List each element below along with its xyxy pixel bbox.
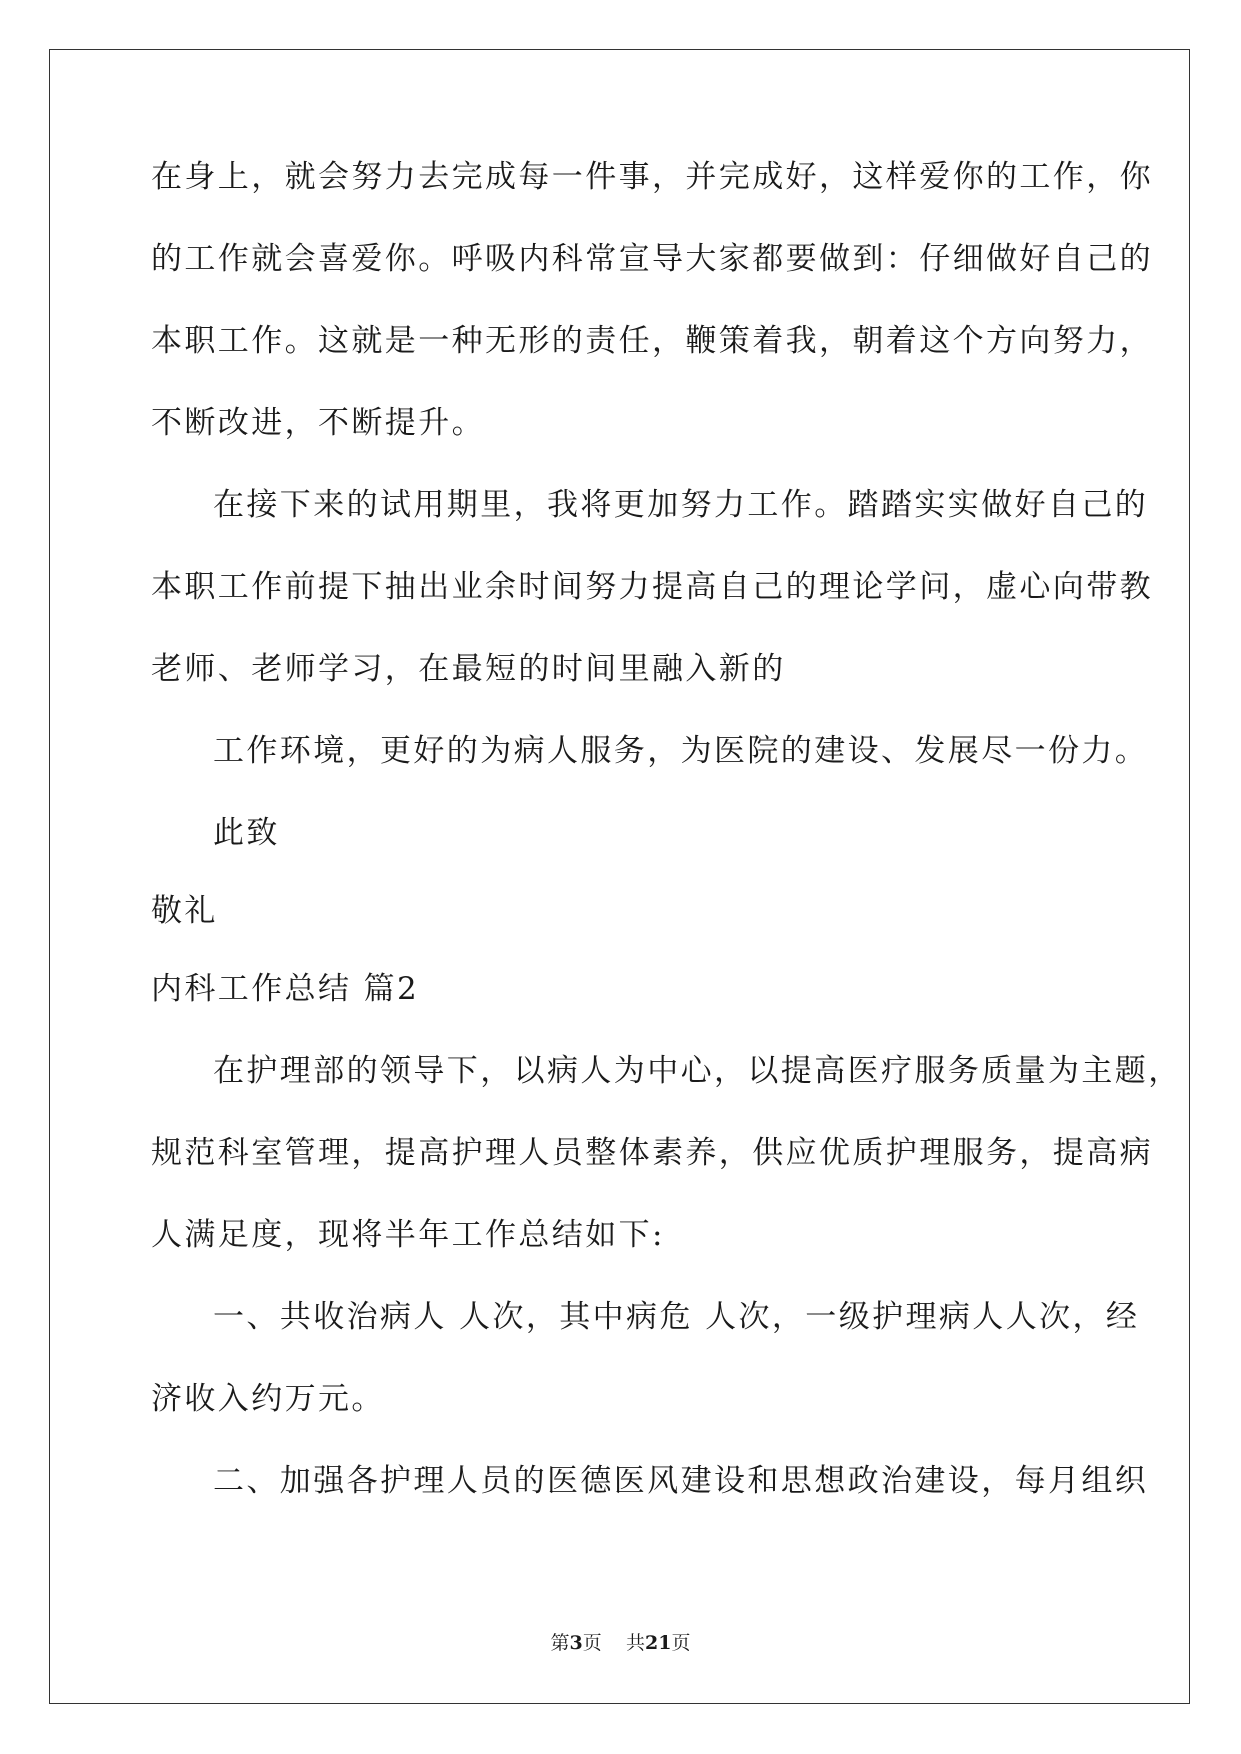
- text-line: 在身上，就会努力去完成每一件事，并完成好，这样爱你的工作，你: [151, 159, 1153, 195]
- page-number: 3: [569, 1632, 583, 1654]
- text-line: 济收入约万元。: [151, 1381, 385, 1417]
- total-prefix: 共: [625, 1632, 645, 1654]
- text-line: 本职工作前提下抽出业余时间努力提高自己的理论学问，虚心向带教: [151, 569, 1153, 605]
- text-line: 在护理部的领导下，以病人为中心，以提高医疗服务质量为主题，: [213, 1053, 1182, 1089]
- text-line: 工作环境，更好的为病人服务，为医院的建设、发展尽一份力。: [213, 733, 1149, 769]
- text-line: 一、共收治病人 人次，其中病危 人次，一级护理病人人次，经: [213, 1299, 1140, 1335]
- total-pages: 21: [644, 1632, 672, 1654]
- text-line: 本职工作。这就是一种无形的责任，鞭策着我，朝着这个方向努力，: [151, 323, 1153, 359]
- text-line: 不断改进，不断提升。: [151, 405, 485, 441]
- closing-regards: 敬礼: [151, 893, 218, 929]
- closing-salutation: 此致: [213, 815, 280, 851]
- text-line: 规范科室管理，提高护理人员整体素养，供应优质护理服务，提高病: [151, 1135, 1153, 1171]
- total-suffix: 页: [671, 1632, 691, 1654]
- text-line: 的工作就会喜爱你。呼吸内科常宣导大家都要做到：仔细做好自己的: [151, 241, 1153, 277]
- document-body: [151, 158, 1182, 1544]
- text-line: 人满足度，现将半年工作总结如下:: [151, 1217, 665, 1253]
- text-line: 二、加强各护理人员的医德医风建设和思想政治建设，每月组织: [213, 1463, 1149, 1499]
- page-suffix: 页: [582, 1632, 602, 1654]
- text-line: 在接下来的试用期里，我将更加努力工作。踏踏实实做好自己的: [213, 487, 1149, 523]
- page-footer: [0, 1628, 1241, 1655]
- section-heading: 内科工作总结 篇2: [151, 971, 420, 1007]
- text-line: 老师、老师学习，在最短的时间里融入新的: [151, 651, 786, 687]
- page-prefix: 第: [550, 1632, 570, 1654]
